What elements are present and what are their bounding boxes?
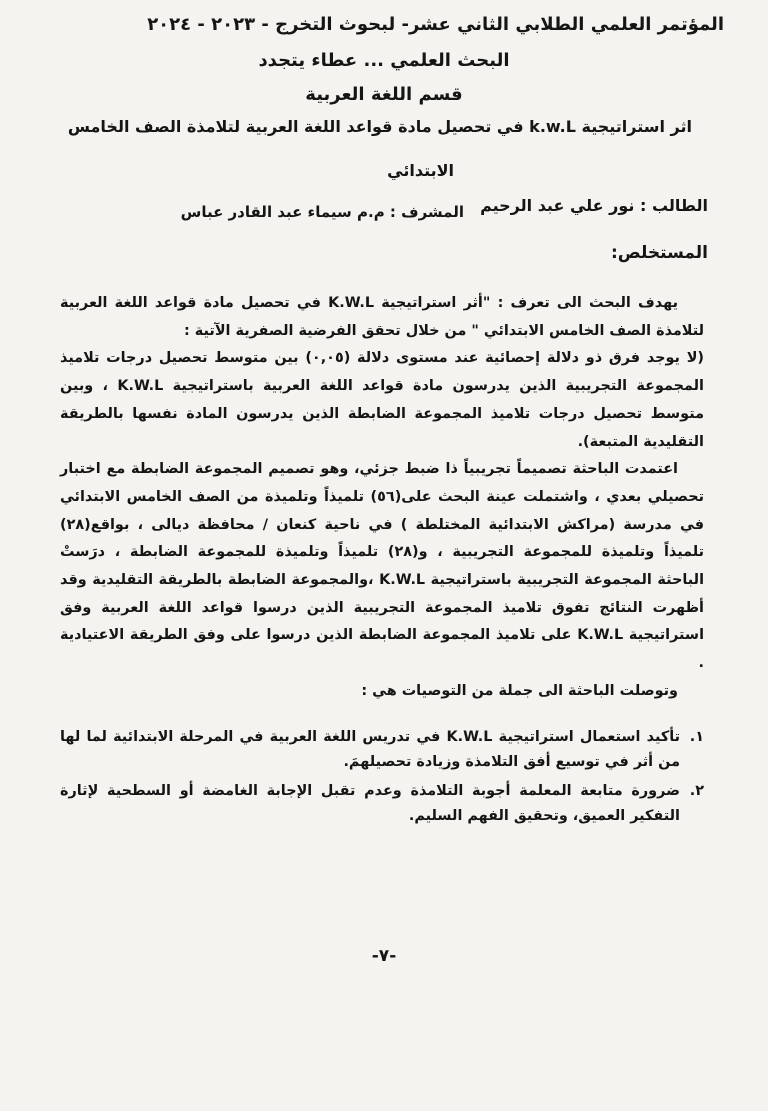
abstract-paragraph-aim: يهدف البحث الى تعرف : "أثر استراتيجية K.W.L في تحصيل مادة قواعد اللغة العربية لتلامذة الصف الخامس الابتدائي " من خلال تحقق الفرضية الصفرية الآتية : [60, 295, 704, 339]
abstract-body [60, 290, 704, 706]
abstract-paragraph-hypothesis: (لا يوجد فرق ذو دلالة إحصائية عند مستوى دلالة (٠,٠٥) بين متوسط تحصيل درجات تلاميذ المجموعة التجريبية الذين يدرسون مادة قواعد اللغة العربية باستراتيجية K.W.L ، وبين متوسط تحصيل درجات تلاميذ المجموعة الضابطة الذين يدرسون المادة نفسها بالطريقة التقليدية المتبعة). [60, 350, 704, 450]
recommendation-item [60, 779, 704, 829]
department-name: قسم اللغة العربية [305, 84, 463, 105]
recommendation-item [60, 725, 704, 775]
abstract-paragraph-method: اعتمدت الباحثة تصميماً تجريبياً ذا ضبط جزئي، وهو تصميم المجموعة الضابطة مع اختبار تحصيلي بعدي ، واشتملت عينة البحث على(٥٦) تلميذاً وتلميذة من الصف الخامس الابتدائي في مدرسة (مراكش الابتدائية المختلطة ) في ناحية كنعان / محافظة ديالى ، بواقع(٢٨) تلميذاً وتلميذة للمجموعة التجريبية ، و(٢٨) تلميذاً وتلميذة للمجموعة الضابطة ، درَستْ الباحثة المجموعة التجريبية باستراتيجية K.W.L ،والمجموعة الضابطة بالطريقة التقليدية وقد أظهرت النتائج تفوق تلاميذ المجموعة التجريبية الذين درسوا قواعد اللغة العربية وفق استراتيجية K.W.L على تلاميذ المجموعة الضابطة الذين درسوا على وفق الطريقة الاعتيادية . [60, 461, 705, 672]
recommendation-text: تأكيد استعمال استراتيجية K.W.L في تدريس اللغة العربية في المرحلة الابتدائية لما لها من أثر في توسيع أفق التلامذة وزيادة تحصيلهمَ. [60, 729, 681, 770]
conference-motto: البحث العلمي ... عطاء يتجدد [258, 50, 510, 71]
recommendations-intro: وتوصلت الباحثة الى جملة من التوصيات هي : [361, 682, 678, 699]
research-title: اثر استراتيجية k.w.L في تحصيل مادة قواعد اللغة العربية لتلامذة الصف الخامس [67, 117, 692, 136]
student-name: الطالب : نور علي عبد الرحيم [480, 196, 708, 215]
page-number: -٧- [371, 946, 397, 966]
conference-header: المؤتمر العلمي الطلابي الثاني عشر- لبحوث التخرج - ٢٠٢٣ - ٢٠٢٤ [147, 14, 724, 35]
recommendation-text: ضرورة متابعة المعلمة أجوبة التلامذة وعدم تقبل الإجابة الغامضة أو السطحية لإثارة التفكير العميق، وتحقيق الفهم السليم. [60, 783, 680, 824]
research-title-continued: الابتدائي [387, 161, 454, 180]
supervisor-name: المشرف : م.م سيماء عبد القادر عباس [180, 203, 464, 221]
recommendation-number: ١. [689, 729, 704, 745]
recommendation-number: ٢. [689, 783, 704, 799]
recommendations-list [60, 725, 704, 833]
abstract-heading: المستخلص: [610, 243, 708, 263]
